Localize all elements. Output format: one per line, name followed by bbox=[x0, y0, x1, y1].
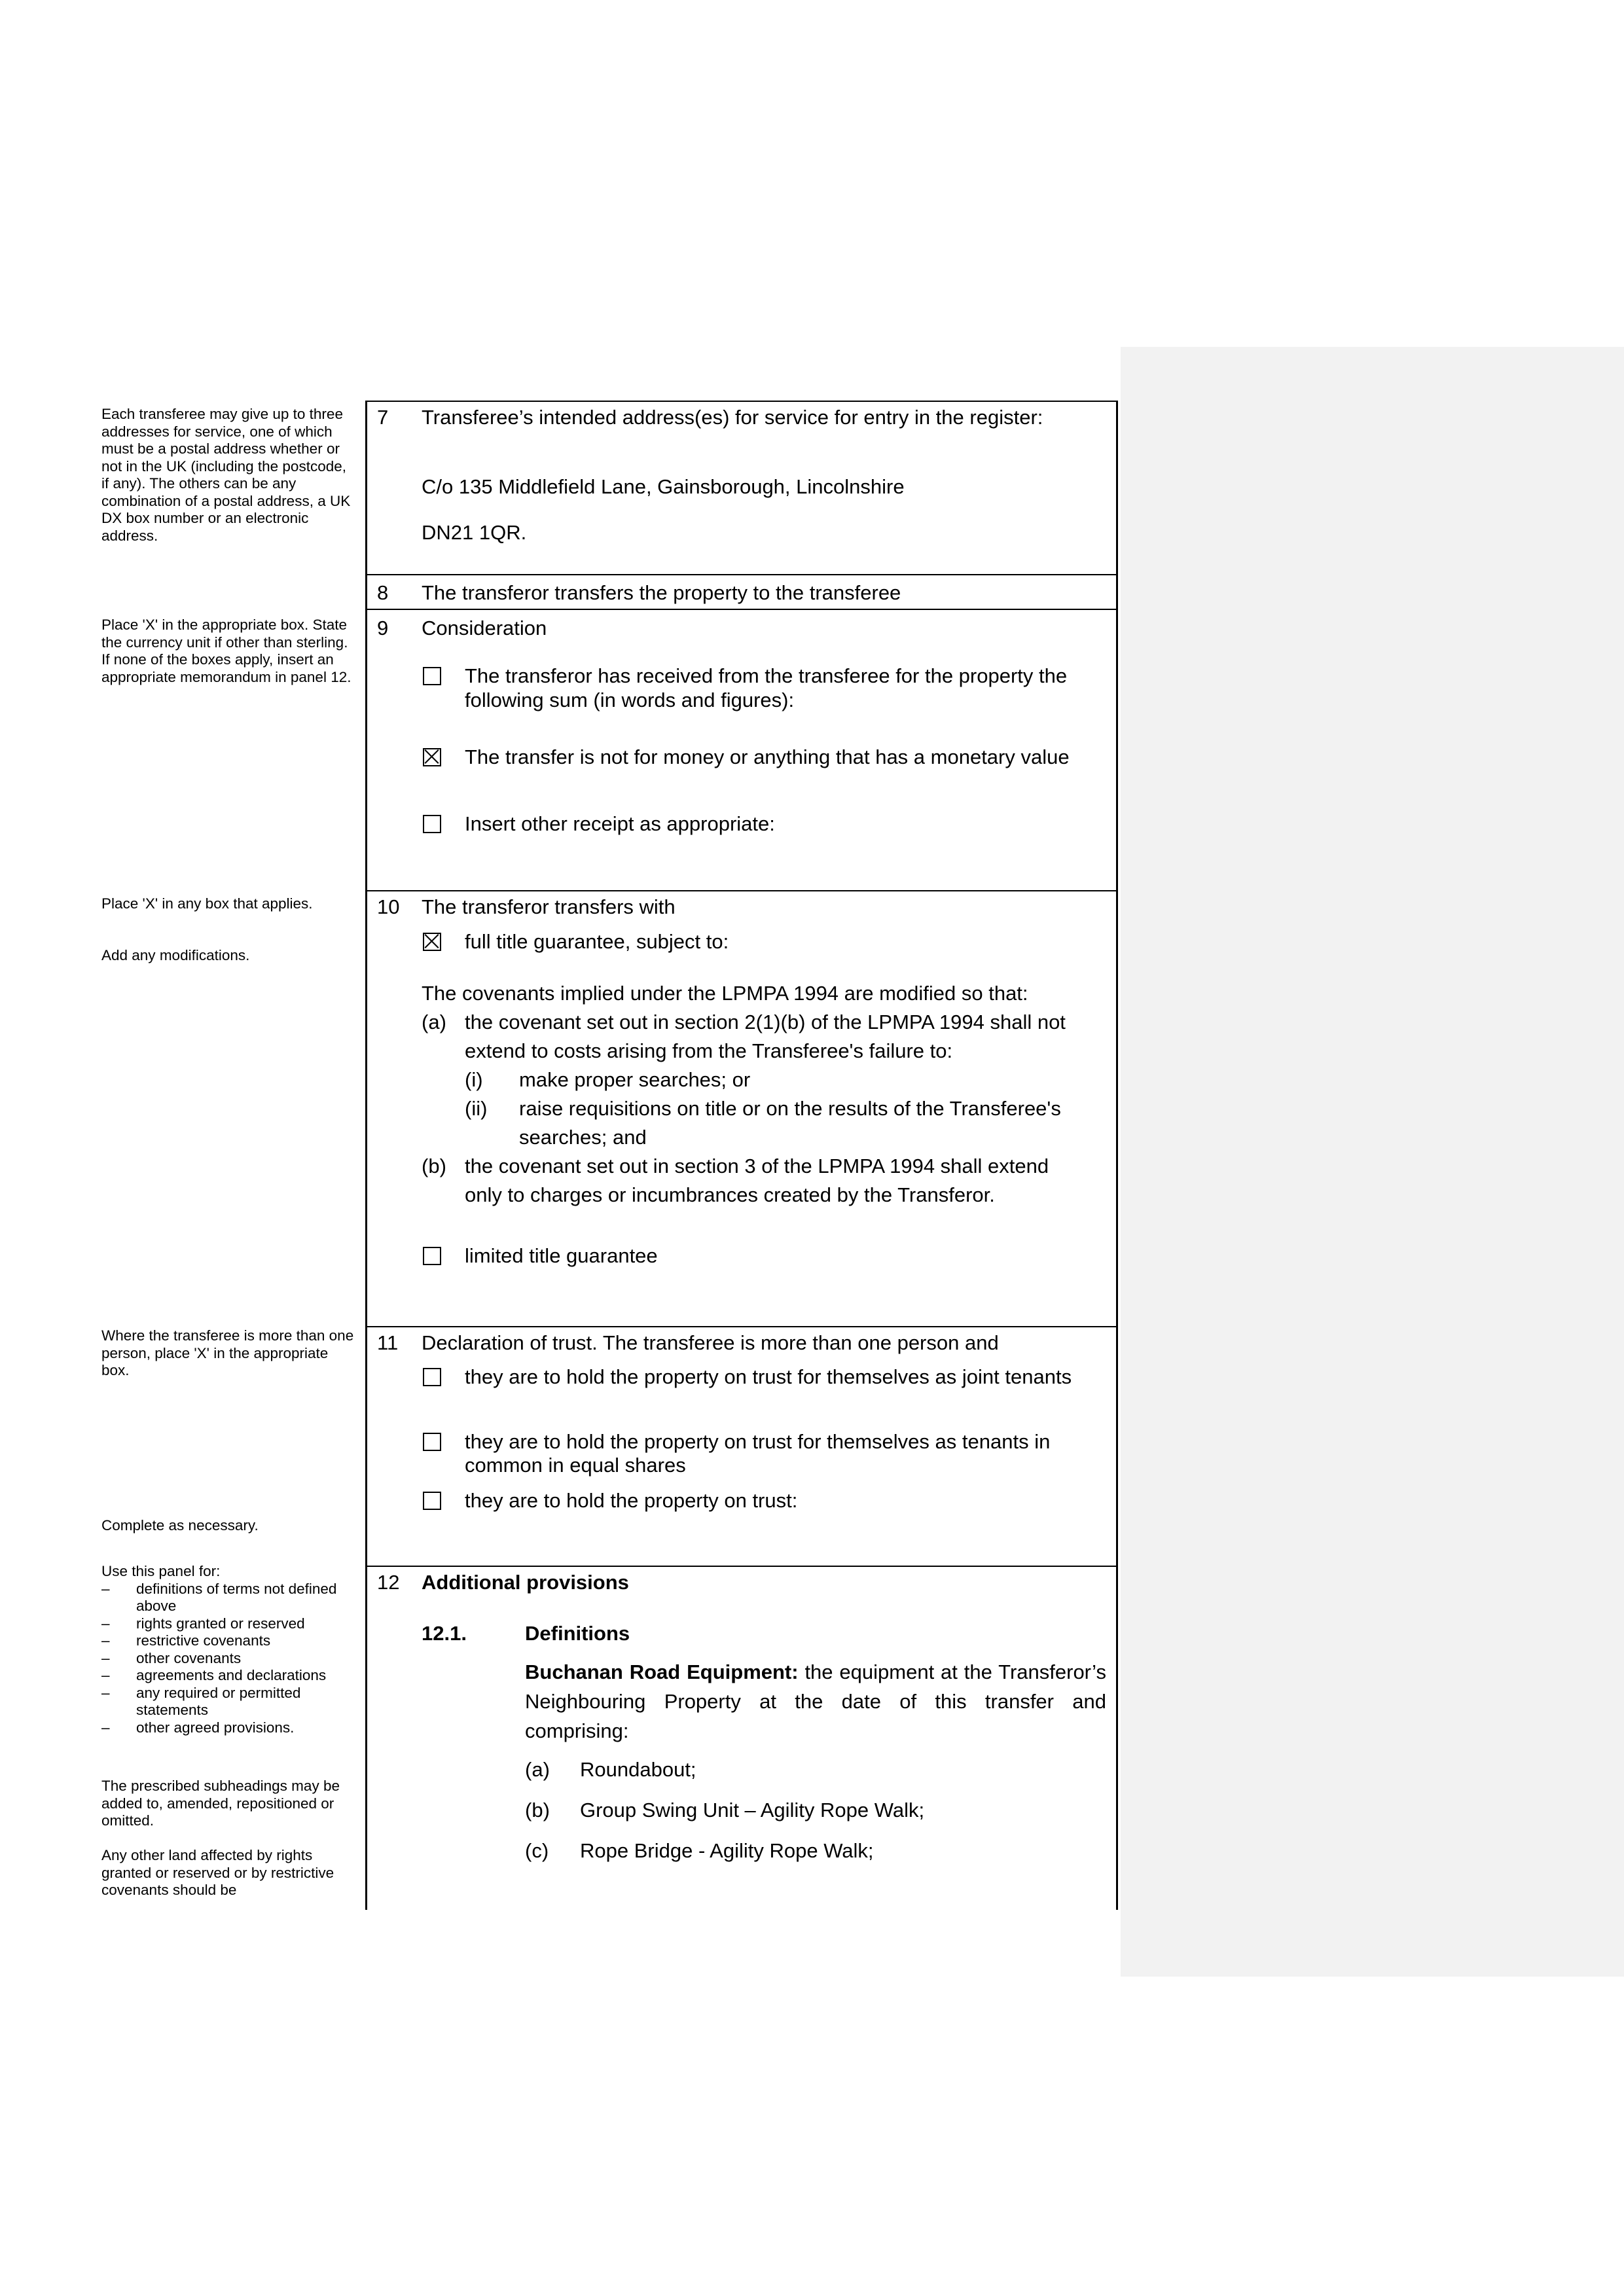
consideration-sum-line-2: following sum (in words and figures): bbox=[465, 689, 795, 711]
list-item-label: (a) bbox=[525, 1758, 550, 1781]
panel-divider bbox=[365, 401, 1118, 402]
note-subheadings: The prescribed subheadings may be added to, amended, repositioned or omitted. bbox=[101, 1778, 340, 1829]
panel-frame-left bbox=[365, 401, 367, 1910]
clause-i-text: make proper searches; or bbox=[519, 1068, 751, 1091]
note-panel-7: Each transferee may give up to three addresses for service, one of which must be a postal address whether or not in the UK (including the postcode, if any). The others can be any combination of a postal address, a UK DX box number or an electronic address. bbox=[101, 406, 351, 544]
clause-ii-label: (ii) bbox=[465, 1097, 488, 1120]
full-title-guarantee-checkbox[interactable] bbox=[423, 933, 441, 951]
modification-intro: The covenants implied under the LPMPA 1994 are modified so that: bbox=[422, 982, 1028, 1005]
note-panel-11: Where the transferee is more than one person, place 'X' in the appropriate box. bbox=[101, 1327, 354, 1378]
tenants-in-common-line-2: common in equal shares bbox=[465, 1454, 686, 1477]
panel-11-number: 11 bbox=[377, 1331, 399, 1354]
limited-title-guarantee-label: limited title guarantee bbox=[465, 1244, 658, 1267]
full-title-guarantee-label: full title guarantee, subject to: bbox=[465, 930, 729, 953]
joint-tenants-checkbox[interactable] bbox=[423, 1368, 441, 1386]
no-monetary-value-checkbox[interactable] bbox=[423, 748, 441, 766]
panel-frame-right bbox=[1116, 401, 1118, 1910]
panel-9-number: 9 bbox=[377, 617, 389, 639]
note-list-item: – rights granted or reserved bbox=[101, 1615, 305, 1632]
list-item-label: (b) bbox=[525, 1799, 550, 1821]
clause-b-label: (b) bbox=[422, 1155, 446, 1177]
panel-11-title: Declaration of trust. The transferee is more than one person and bbox=[422, 1331, 999, 1354]
subsection-title: Definitions bbox=[525, 1622, 630, 1645]
comment-pane bbox=[1121, 347, 1624, 1977]
note-panel-9: Place 'X' in the appropriate box. State the currency unit if other than sterling. If none of the boxes apply, insert an appropriate memorandum in panel 12. bbox=[101, 617, 352, 685]
definition-paragraph bbox=[525, 1657, 1106, 1746]
note-list-item: – other agreed provisions. bbox=[101, 1719, 295, 1736]
note-other-land: Any other land affected by rights granted or reserved or by restrictive covenants should be bbox=[101, 1847, 334, 1898]
panel-divider bbox=[365, 609, 1118, 610]
no-monetary-value-label: The transfer is not for money or anything that has a monetary value bbox=[465, 745, 1070, 768]
clause-b-line-1: the covenant set out in section 3 of the LPMPA 1994 shall extend bbox=[465, 1155, 1049, 1177]
panel-10-title: The transferor transfers with bbox=[422, 895, 676, 918]
panel-7-title: Transferee’s intended address(es) for service for entry in the register: bbox=[422, 406, 1043, 429]
note-panel-12: Use this panel for: – definitions of terms not defined above – rights granted or reserved – restrictive covenants – other covenants – agreements and declarations – any required or permitted statements – other agreed provisions. bbox=[101, 1563, 357, 1736]
list-item-text: Roundabout; bbox=[580, 1758, 696, 1781]
list-item-text: Rope Bridge - Agility Rope Walk; bbox=[580, 1839, 874, 1862]
clause-a-label: (a) bbox=[422, 1011, 446, 1033]
panel-12-number: 12 bbox=[377, 1571, 400, 1594]
tenants-in-common-line-1: they are to hold the property on trust for themselves as tenants in bbox=[465, 1430, 1051, 1453]
hold-on-trust-checkbox[interactable] bbox=[423, 1492, 441, 1510]
panel-10-number: 10 bbox=[377, 895, 400, 918]
clause-i-label: (i) bbox=[465, 1068, 483, 1091]
limited-title-guarantee-checkbox[interactable] bbox=[423, 1247, 441, 1265]
note-complete: Complete as necessary. bbox=[101, 1517, 259, 1534]
clause-a-line-2: extend to costs arising from the Transferee's failure to: bbox=[465, 1039, 953, 1062]
panel-divider bbox=[365, 1566, 1118, 1567]
consideration-sum-line-1: The transferor has received from the transferee for the property the bbox=[465, 664, 1068, 687]
panel-8-number: 8 bbox=[377, 581, 389, 604]
panel-12-title: Additional provisions bbox=[422, 1571, 629, 1594]
joint-tenants-label: they are to hold the property on trust for themselves as joint tenants bbox=[465, 1365, 1072, 1388]
clause-ii-line-1: raise requisitions on title or on the results of the Transferee's bbox=[519, 1097, 1061, 1120]
panel-7-number: 7 bbox=[377, 406, 389, 429]
tenants-in-common-checkbox[interactable] bbox=[423, 1433, 441, 1451]
note-list-item: – definitions of terms not defined above bbox=[101, 1580, 337, 1614]
definition-text: the equipment at the Transferor’s Neighbouring Property at the date of this transfer and comprising: bbox=[525, 1660, 1106, 1742]
note-list-item: – other covenants bbox=[101, 1649, 242, 1666]
note-list-item: – restrictive covenants bbox=[101, 1632, 271, 1649]
clause-a-line-1: the covenant set out in section 2(1)(b) of the LPMPA 1994 shall not bbox=[465, 1011, 1066, 1033]
address-line-2: DN21 1QR. bbox=[422, 521, 527, 544]
panel-divider bbox=[365, 574, 1118, 575]
note-panel-10-modifications: Add any modifications. bbox=[101, 947, 250, 963]
list-item-label: (c) bbox=[525, 1839, 549, 1862]
note-list-item: – agreements and declarations bbox=[101, 1667, 327, 1683]
note-panel-10-box: Place 'X' in any box that applies. bbox=[101, 895, 313, 912]
other-receipt-label: Insert other receipt as appropriate: bbox=[465, 812, 775, 835]
subsection-number: 12.1. bbox=[422, 1622, 467, 1645]
definition-term: Buchanan Road Equipment: bbox=[525, 1660, 799, 1683]
other-receipt-checkbox[interactable] bbox=[423, 815, 441, 833]
clause-ii-line-2: searches; and bbox=[519, 1126, 647, 1149]
clause-b-line-2: only to charges or incumbrances created by the Transferor. bbox=[465, 1183, 995, 1206]
list-item-text: Group Swing Unit – Agility Rope Walk; bbox=[580, 1799, 925, 1821]
panel-9-title: Consideration bbox=[422, 617, 547, 639]
address-line-1: C/o 135 Middlefield Lane, Gainsborough, Lincolnshire bbox=[422, 475, 905, 498]
consideration-sum-checkbox[interactable] bbox=[423, 667, 441, 685]
panel-divider bbox=[365, 890, 1118, 891]
panel-divider bbox=[365, 1326, 1118, 1327]
panel-8-text: The transferor transfers the property to the transferee bbox=[422, 581, 901, 604]
note-list-item: – any required or permitted statements bbox=[101, 1684, 301, 1718]
hold-on-trust-label: they are to hold the property on trust: bbox=[465, 1489, 798, 1512]
